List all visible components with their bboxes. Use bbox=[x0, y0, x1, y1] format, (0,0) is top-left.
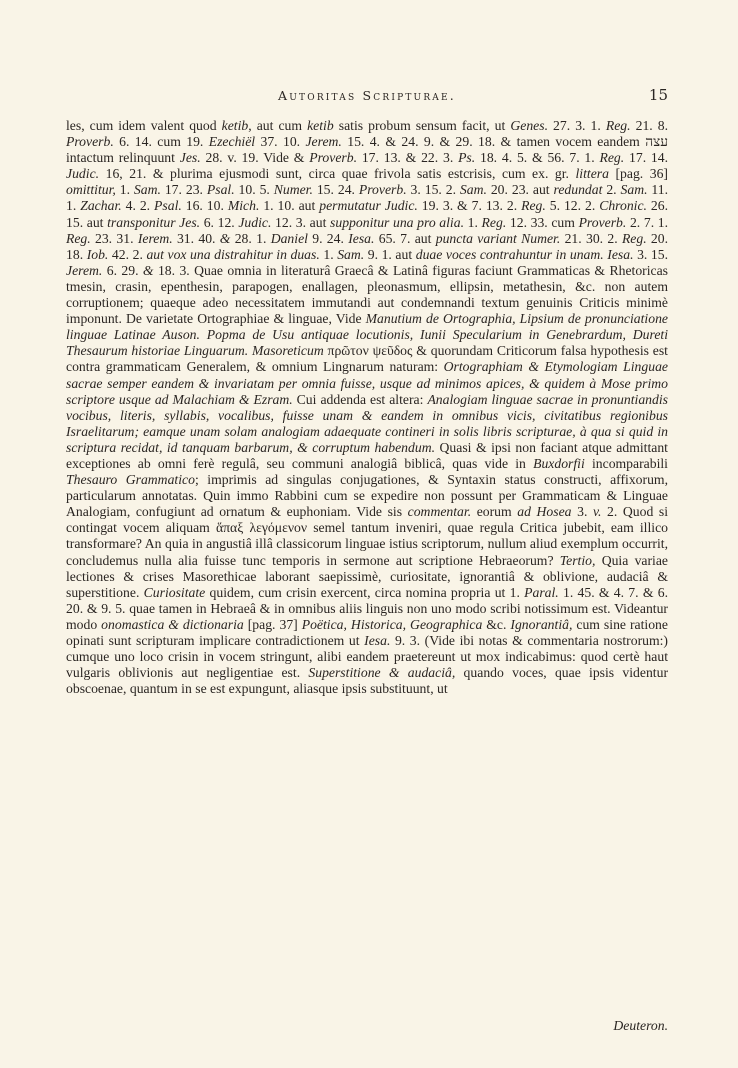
text-run: , aut cum bbox=[248, 118, 308, 133]
italic-run: Psal. bbox=[206, 182, 235, 198]
italic-run: v. bbox=[592, 504, 602, 520]
italic-run: ketib bbox=[221, 118, 249, 133]
text-run: 16, 21. & plurima ejusmodi sunt, circa quae frivola satis estcrisis, cum ex. gr. bbox=[99, 166, 576, 182]
text-run: 21. 30. 2. bbox=[560, 230, 622, 246]
italic-run: Sam. bbox=[620, 182, 648, 198]
italic-run: Reg. bbox=[599, 150, 625, 166]
text-run: cum sine ratione opinati sunt scripturam implicare contradictionem ut bbox=[66, 616, 668, 648]
text-run: 21. 8. bbox=[630, 118, 669, 133]
text-run: &c. bbox=[482, 616, 511, 632]
text-run: quidem, cum crisin exercent, circa nomina propria ut 1. bbox=[205, 584, 525, 600]
text-run: quando voces, quae ipsis videntur obscoenae, quantum in se est expungunt, aliasque ipsis substituunt, ut bbox=[66, 665, 669, 697]
text-run: 6. 29. bbox=[102, 262, 143, 278]
text-run: 11. 1. bbox=[66, 182, 669, 214]
italic-run: Curiositate bbox=[143, 584, 206, 600]
italic-run: Mich. bbox=[227, 198, 260, 214]
text-run: 1. bbox=[319, 246, 338, 262]
text-run: 12. 33. cum bbox=[506, 214, 579, 230]
italic-run: Ignorantiâ, bbox=[510, 616, 573, 632]
text-run: 26. 15. aut bbox=[66, 198, 669, 230]
body-text bbox=[66, 118, 668, 697]
text-run: 42. 2. bbox=[108, 246, 147, 262]
italic-run: Reg. bbox=[621, 230, 647, 246]
text-run: Quasi & ipsi non faciant atque admittant exceptiones ab omni ferè regulâ, seu communi analogiâ biblicâ, quas vide in bbox=[66, 439, 668, 471]
text-run: 28. v. 19. Vide & bbox=[200, 150, 310, 166]
text-run: 17. 14. bbox=[624, 150, 669, 166]
italic-run: Ezechiël bbox=[208, 134, 256, 150]
text-run: 9. 24. bbox=[307, 230, 349, 246]
text-run: 17. 23. bbox=[160, 182, 207, 198]
text-run: incomparabili bbox=[584, 455, 668, 471]
italic-run: Ps. bbox=[458, 150, 476, 166]
italic-run: Genes. bbox=[510, 118, 548, 133]
italic-run: Judic. bbox=[66, 166, 100, 182]
text-run: 12. 3. aut bbox=[271, 214, 331, 230]
italic-run: Chronic. bbox=[599, 198, 647, 214]
text-run: 37. 10. bbox=[255, 134, 306, 150]
text-run: 19. 3. & 7. 13. 2. bbox=[417, 198, 522, 214]
page-number: 15 bbox=[648, 86, 668, 104]
text-run: 1. bbox=[464, 214, 482, 230]
text-run: 1. 10. aut bbox=[259, 198, 320, 214]
text-run: 15. 4. & 24. 9. & 29. 18. & tamen vocem eandem עצה intactum relinquunt bbox=[66, 134, 668, 166]
italic-run: Proverb. bbox=[66, 134, 114, 150]
text-run: eorum bbox=[471, 504, 518, 520]
text-run: 2. 7. 1. bbox=[626, 214, 669, 230]
italic-run: Ierem. bbox=[137, 230, 173, 246]
text-run: 65. 7. aut bbox=[374, 230, 436, 246]
italic-run: Reg. bbox=[605, 118, 631, 133]
text-run: 20. 18. bbox=[66, 230, 669, 262]
italic-run: Psal. bbox=[154, 198, 182, 214]
text-run: 18. 3. Quae omnia in literaturâ Graecâ & Latinâ figuras faciunt Grammaticas & Rhetoricas tmesin, crasin, epenthesin, parapogen, enallagen, pleonasmum, ellipsin, metathesin, &c. non autem corruptionem; quaeque adeo necessitatem immutandi aut condemnandi textum genuinis Criticis minimè imponunt. De varietate Ortographiae & linguae, Vide bbox=[66, 262, 668, 327]
text-run: 5. 12. 2. bbox=[545, 198, 600, 214]
text-run: 6. 12. bbox=[200, 214, 239, 230]
text-run: 23. 31. bbox=[90, 230, 138, 246]
text-run: 2. Quod si contingat vocem aliquam ἅπαξ λεγόμενον semel tantum inveniri, quae regula Critica jubebit, eam illico transformare? An quia in angustiâ illâ classicorum linguae istius scriptorum, nullum aliud exemplum occurrit, concludemus nulla alia fuisse tunc temporis in sermone aut scriptione Hebraeorum? bbox=[66, 504, 669, 568]
italic-run: Sam. bbox=[459, 182, 487, 198]
italic-run: aut vox una distrahitur in duas. bbox=[146, 246, 320, 262]
text-run: 2. bbox=[602, 182, 621, 198]
italic-run: Reg. bbox=[481, 214, 507, 230]
italic-run: commentar. bbox=[407, 504, 472, 520]
text-run: 6. 14. cum 19. bbox=[113, 134, 209, 150]
italic-run: onomastica & dictionaria bbox=[101, 616, 244, 632]
italic-run: Daniel bbox=[270, 230, 308, 246]
italic-run: Thesauro Grammatico bbox=[66, 472, 195, 488]
italic-run: Judic. bbox=[238, 214, 272, 230]
italic-run: Reg. bbox=[66, 230, 91, 246]
italic-run: duae voces contrahuntur in unam. Iesa. bbox=[415, 246, 634, 262]
italic-run: supponitur una pro alia. bbox=[330, 214, 465, 230]
running-title: Autoritas Scripturae. bbox=[278, 88, 456, 103]
text-run: 17. 13. & 22. 3. bbox=[357, 150, 459, 166]
italic-run: Jerem. bbox=[66, 262, 103, 278]
italic-run: Manutium de Ortographia, Lipsium de pronunciatione linguae Latinae Auson. Popma de Usu antiquae locutionis, Iunii Specularium in Genebrardum, Dureti Thesaurum historiae Linguarum. Masoreticum bbox=[66, 311, 668, 359]
text-run: Cui addenda est altera: bbox=[292, 391, 428, 407]
italic-run: Proverb. bbox=[578, 214, 627, 230]
text-run: 20. 23. aut bbox=[486, 182, 554, 198]
page-header bbox=[66, 88, 668, 108]
text-run: 16. 10. bbox=[181, 198, 228, 214]
text-run: 27. 3. 1. bbox=[548, 118, 606, 133]
text-run: 3. 15. bbox=[633, 246, 669, 262]
italic-run: Sam. bbox=[133, 182, 161, 198]
italic-run: Reg. bbox=[521, 198, 546, 214]
text-run: [pag. 36] bbox=[608, 166, 668, 182]
italic-run: Poëtica, Historica, Geographica bbox=[301, 616, 483, 632]
text-run: 18. 4. 5. & 56. 7. 1. bbox=[475, 150, 600, 166]
text-run: 31. 40. bbox=[172, 230, 220, 246]
italic-run: permutatur Judic. bbox=[319, 198, 418, 214]
italic-run: Iesa. bbox=[348, 230, 375, 246]
italic-run: & bbox=[219, 230, 231, 246]
italic-run: Sam. bbox=[337, 246, 365, 262]
text-run: [pag. 37] bbox=[243, 616, 302, 632]
italic-run: Iesa. bbox=[364, 633, 391, 648]
italic-run: omittitur, bbox=[66, 182, 116, 198]
italic-run: littera bbox=[575, 166, 609, 182]
italic-run: Paral. bbox=[524, 584, 559, 600]
italic-run: Jerem. bbox=[305, 134, 342, 150]
text-run: 28. 1. bbox=[230, 230, 271, 246]
italic-run: Tertio, bbox=[559, 552, 596, 568]
italic-run: Analogiam linguae sacrae in pronuntiandis vocibus, literis, syllabis, vocalibus, fuisse unam & eandem in omnibus vicis, civitatibus regionibus Israelitarum; eamque unam solam analogiam adaequate contineri in solis libris scripturae, à qua si quid in scriptura recidat, id tanquam barbarum, & corruptum habendum. bbox=[66, 391, 668, 455]
italic-run: Superstitione & audaciâ, bbox=[308, 665, 456, 681]
text-run: 1. 45. & 4. 7. & 6. 20. & 9. 5. quae tamen in Hebraeâ & in omnibus aliis linguis non uno modo scribi notissimum est. Videantur modo bbox=[66, 584, 668, 632]
text-run: 3. 15. 2. bbox=[406, 182, 460, 198]
text-run: 1. bbox=[115, 182, 134, 198]
italic-run: Iob. bbox=[86, 246, 109, 262]
italic-run: Proverb. bbox=[309, 150, 358, 166]
italic-run: Numer. bbox=[273, 182, 313, 198]
italic-run: transponitur Jes. bbox=[107, 214, 201, 230]
text-run: 9. 3. (Vide ibi notas & commentaria nostrorum:) cumque uno loco crisin in vocem stringunt, alibi eandem praetereunt ut mox indicabimus: quod certè haut vulgaris oblivionis aut negligentiae est. bbox=[66, 633, 668, 681]
main-paragraph bbox=[66, 118, 668, 697]
italic-run: redundat bbox=[553, 182, 603, 198]
italic-run: Buxdorfii bbox=[533, 455, 585, 471]
text-run: ; imprimis ad singulas conjugationes, & Syntaxin status constructi, affixorum, particularum annotatas. Quin immo Rabbini cum se expedire non possunt per Grammaticam & Linguae Analogiam, confugiunt ad ornatum & euphoniam. Vide sis bbox=[66, 472, 668, 520]
text-run: 15. 24. bbox=[312, 182, 359, 198]
italic-run: puncta variant Numer. bbox=[435, 230, 561, 246]
text-run: les, cum idem valent quod bbox=[66, 118, 222, 133]
italic-run: Proverb. bbox=[358, 182, 407, 198]
text-run: 3. bbox=[571, 504, 593, 520]
text-run: Quia variae lectiones & crises Masorethicae laborant saepissimè, curiositate, ignorantiâ & oblivione, audaciâ & superstitione. bbox=[66, 552, 668, 600]
text-run: satis probum sensum facit, ut bbox=[333, 118, 511, 133]
italic-run: & bbox=[142, 262, 154, 278]
catchword: Deuteron. bbox=[613, 1018, 668, 1033]
italic-run: Jes. bbox=[179, 150, 201, 166]
italic-run: ad Hosea bbox=[517, 504, 572, 520]
italic-run: Zachar. bbox=[80, 198, 122, 214]
text-run: 4. 2. bbox=[121, 198, 155, 214]
text-run: 10. 5. bbox=[234, 182, 274, 198]
text-run: 9. 1. aut bbox=[364, 246, 416, 262]
text-run: πρῶτον ψεῦδος & quorundam Criticorum falsa hypothesis est contra grammaticam Generalem, & omnium Lingnarum naturam: bbox=[66, 343, 668, 375]
italic-run: ketib bbox=[307, 118, 334, 133]
italic-run: Ortographiam & Etymologiam Linguae sacrae semper eandem & invariatam per omnia fuisse, usque ad minimos apices, & quidem à Mose primo scriptore usque ad Malachiam & Ezram. bbox=[66, 359, 668, 407]
